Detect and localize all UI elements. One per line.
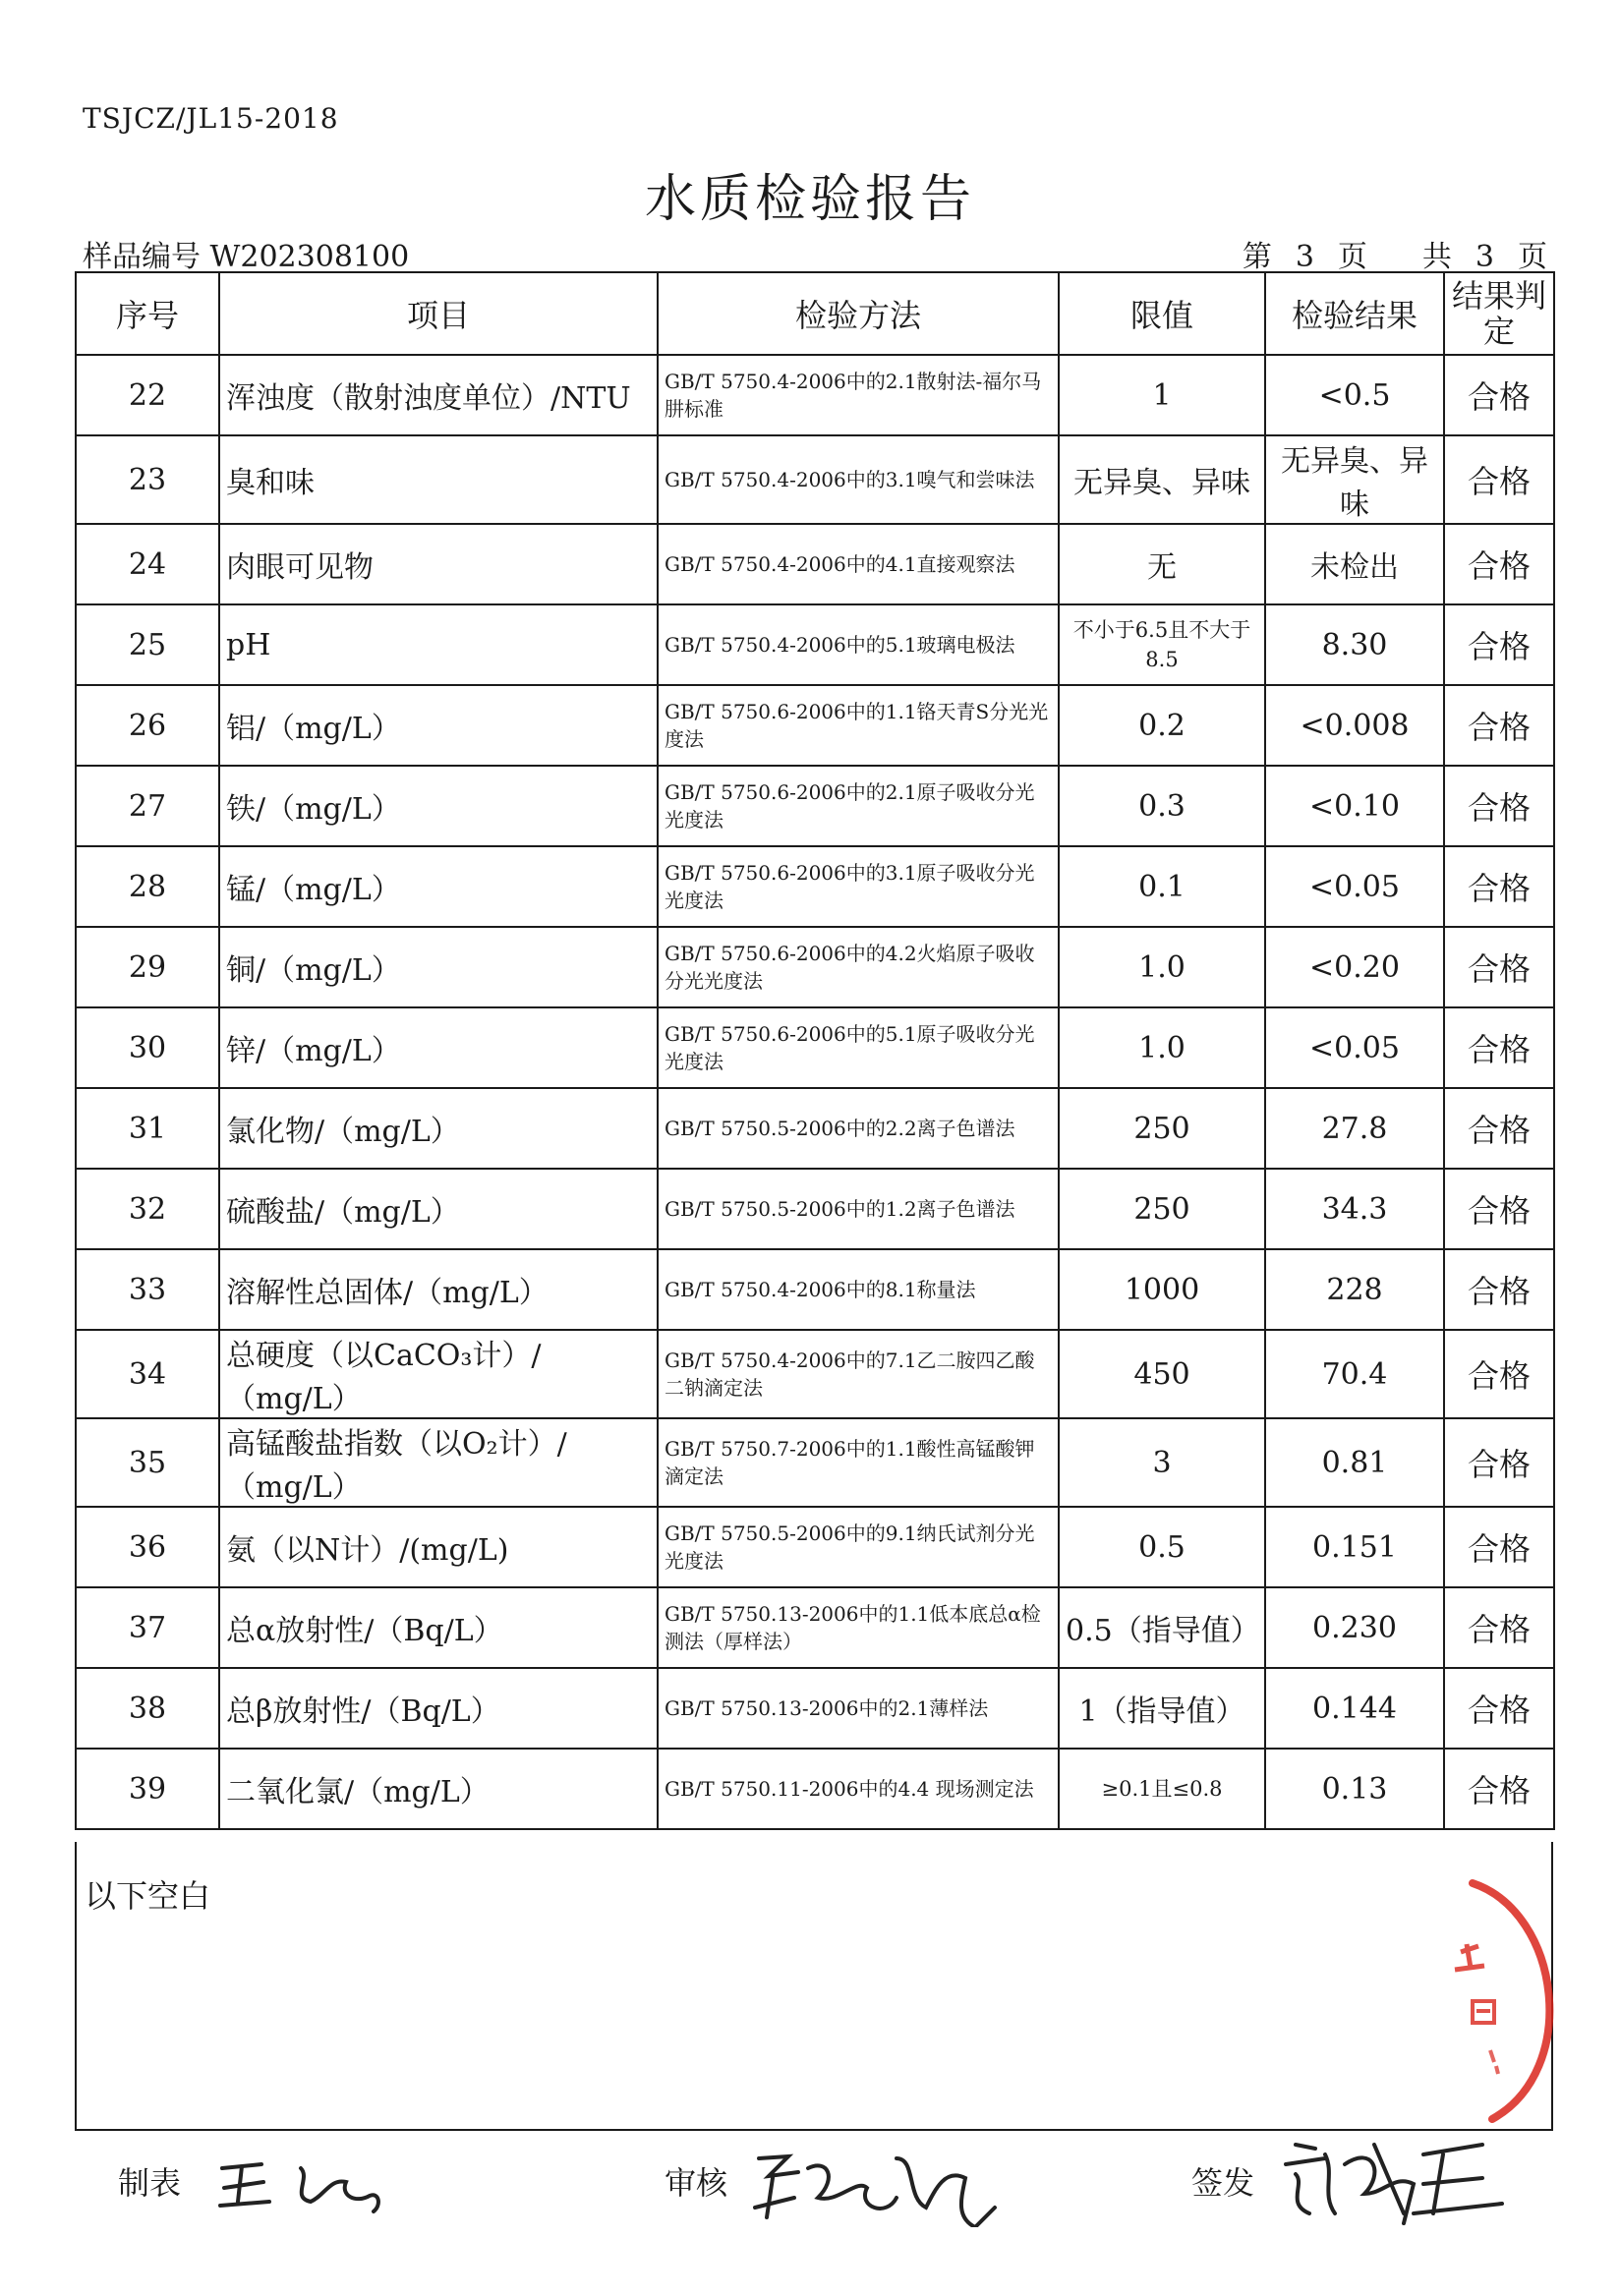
official-seal-icon (1433, 1873, 1571, 2129)
row-verdict: 合格 (1444, 1587, 1554, 1668)
row-result: 0.230 (1265, 1587, 1444, 1668)
row-number: 29 (76, 927, 219, 1007)
row-method: GB/T 5750.5-2006中的2.2离子色谱法 (658, 1088, 1059, 1169)
row-result: 0.144 (1265, 1668, 1444, 1749)
row-result: 0.81 (1265, 1418, 1444, 1507)
row-limit: 250 (1059, 1088, 1265, 1169)
issued-by (1191, 2139, 1526, 2237)
row-limit: 450 (1059, 1330, 1265, 1418)
page-label-pre: 第 (1242, 240, 1272, 274)
row-limit: ≥0.1且≤0.8 (1059, 1749, 1265, 1829)
row-result: 27.8 (1265, 1088, 1444, 1169)
table-row (76, 355, 1554, 435)
blank-area (75, 1842, 1553, 2131)
row-limit: 0.1 (1059, 846, 1265, 927)
total-pages: 3 (1475, 240, 1494, 274)
page-number: 3 (1295, 240, 1314, 274)
page-label-post: 页 (1337, 240, 1367, 274)
row-item: 硫酸盐/（mg/L） (219, 1169, 658, 1249)
row-item: pH (219, 604, 658, 685)
row-number: 30 (76, 1007, 219, 1088)
row-number: 22 (76, 355, 219, 435)
row-method: GB/T 5750.4-2006中的7.1乙二胺四乙酸二钠滴定法 (658, 1330, 1059, 1418)
header-verdict: 结果判定 (1444, 272, 1554, 355)
table-row (76, 1088, 1554, 1169)
row-number: 38 (76, 1668, 219, 1749)
row-item: 氨（以N计）/(mg/L) (219, 1507, 658, 1587)
blank-note: 以下空白 (85, 1877, 211, 1915)
row-method: GB/T 5750.6-2006中的4.2火焰原子吸收分光光度法 (658, 927, 1059, 1007)
row-limit: 0.5 (1059, 1507, 1265, 1587)
row-method: GB/T 5750.4-2006中的2.1散射法-福尔马肼标准 (658, 355, 1059, 435)
table-row (76, 1330, 1554, 1418)
row-number: 25 (76, 604, 219, 685)
row-limit: 1（指导值） (1059, 1668, 1265, 1749)
row-method: GB/T 5750.6-2006中的2.1原子吸收分光光度法 (658, 766, 1059, 846)
reviewed-by (665, 2139, 1038, 2237)
row-result: <0.05 (1265, 846, 1444, 927)
row-result: 0.13 (1265, 1749, 1444, 1829)
row-number: 26 (76, 685, 219, 766)
row-method: GB/T 5750.6-2006中的3.1原子吸收分光光度法 (658, 846, 1059, 927)
table-row (76, 1507, 1554, 1587)
row-number: 35 (76, 1418, 219, 1507)
row-result: <0.5 (1265, 355, 1444, 435)
row-limit: 250 (1059, 1169, 1265, 1249)
table-row (76, 685, 1554, 766)
row-result: <0.008 (1265, 685, 1444, 766)
table-row (76, 1749, 1554, 1829)
row-verdict: 合格 (1444, 604, 1554, 685)
row-method: GB/T 5750.6-2006中的1.1铬天青S分光光度法 (658, 685, 1059, 766)
row-number: 28 (76, 846, 219, 927)
row-verdict: 合格 (1444, 1007, 1554, 1088)
row-number: 27 (76, 766, 219, 846)
row-item: 二氧化氯/（mg/L） (219, 1749, 658, 1829)
row-verdict: 合格 (1444, 524, 1554, 604)
row-item: 臭和味 (219, 435, 658, 524)
row-method: GB/T 5750.4-2006中的5.1玻璃电极法 (658, 604, 1059, 685)
page-indicator (1243, 232, 1547, 275)
row-item: 锌/（mg/L） (219, 1007, 658, 1088)
row-limit: 0.2 (1059, 685, 1265, 766)
row-verdict: 合格 (1444, 1749, 1554, 1829)
row-verdict: 合格 (1444, 1330, 1554, 1418)
table-row (76, 927, 1554, 1007)
prepared-by (118, 2139, 413, 2237)
row-method: GB/T 5750.5-2006中的1.2离子色谱法 (658, 1169, 1059, 1249)
row-result: 228 (1265, 1249, 1444, 1330)
row-item: 锰/（mg/L） (219, 846, 658, 927)
reviewed-label: 审核 (665, 2164, 728, 2202)
table-row (76, 1249, 1554, 1330)
row-method: GB/T 5750.4-2006中的3.1嗅气和尝味法 (658, 435, 1059, 524)
row-verdict: 合格 (1444, 927, 1554, 1007)
row-verdict: 合格 (1444, 685, 1554, 766)
report-title: 水质检验报告 (644, 170, 975, 229)
table-row (76, 1668, 1554, 1749)
row-verdict: 合格 (1444, 435, 1554, 524)
row-item: 铜/（mg/L） (219, 927, 658, 1007)
prepared-signature-icon (212, 2139, 409, 2217)
row-method: GB/T 5750.7-2006中的1.1酸性高锰酸钾滴定法 (658, 1418, 1059, 1507)
row-limit: 1000 (1059, 1249, 1265, 1330)
row-limit: 不小于6.5且不大于8.5 (1059, 604, 1265, 685)
table-row (76, 1169, 1554, 1249)
table-row (76, 604, 1554, 685)
row-item: 总β放射性/（Bq/L） (219, 1668, 658, 1749)
row-limit: 3 (1059, 1418, 1265, 1507)
table-row (76, 846, 1554, 927)
results-table (75, 271, 1555, 1830)
header-method: 检验方法 (658, 272, 1059, 355)
row-result: 70.4 (1265, 1330, 1444, 1418)
issued-signature-icon (1276, 2125, 1512, 2233)
row-number: 24 (76, 524, 219, 604)
table-row (76, 766, 1554, 846)
row-limit: 0.5（指导值） (1059, 1587, 1265, 1668)
row-result: <0.20 (1265, 927, 1444, 1007)
header-limit: 限值 (1059, 272, 1265, 355)
row-item: 肉眼可见物 (219, 524, 658, 604)
prepared-label: 制表 (118, 2164, 182, 2202)
row-number: 34 (76, 1330, 219, 1418)
row-item: 总α放射性/（Bq/L） (219, 1587, 658, 1668)
row-limit: 无 (1059, 524, 1265, 604)
row-result: 无异臭、异味 (1265, 435, 1444, 524)
row-result: <0.10 (1265, 766, 1444, 846)
issued-label: 签发 (1191, 2164, 1255, 2202)
table-row (76, 1587, 1554, 1668)
row-number: 31 (76, 1088, 219, 1169)
row-method: GB/T 5750.4-2006中的4.1直接观察法 (658, 524, 1059, 604)
row-number: 23 (76, 435, 219, 524)
row-item: 铁/（mg/L） (219, 766, 658, 846)
row-result: 8.30 (1265, 604, 1444, 685)
row-item: 总硬度（以CaCO₃计）/（mg/L） (219, 1330, 658, 1418)
header-result: 检验结果 (1265, 272, 1444, 355)
row-limit: 1 (1059, 355, 1265, 435)
row-number: 32 (76, 1169, 219, 1249)
table-row (76, 1418, 1554, 1507)
row-number: 36 (76, 1507, 219, 1587)
total-label-post: 页 (1518, 240, 1547, 274)
table-row (76, 1007, 1554, 1088)
row-verdict: 合格 (1444, 846, 1554, 927)
total-label-pre: 共 (1421, 240, 1452, 274)
row-result: 未检出 (1265, 524, 1444, 604)
row-method: GB/T 5750.13-2006中的1.1低本底总α检测法（厚样法） (658, 1587, 1059, 1668)
row-verdict: 合格 (1444, 355, 1554, 435)
row-verdict: 合格 (1444, 1668, 1554, 1749)
row-limit: 无异臭、异味 (1059, 435, 1265, 524)
row-verdict: 合格 (1444, 1088, 1554, 1169)
sample-number-label: 样品编号 (83, 240, 201, 274)
table-row (76, 435, 1554, 524)
row-method: GB/T 5750.6-2006中的5.1原子吸收分光光度法 (658, 1007, 1059, 1088)
row-number: 33 (76, 1249, 219, 1330)
header-item: 项目 (219, 272, 658, 355)
row-item: 氯化物/（mg/L） (219, 1088, 658, 1169)
row-item: 浑浊度（散射浊度单位）/NTU (219, 355, 658, 435)
row-verdict: 合格 (1444, 1169, 1554, 1249)
row-result: <0.05 (1265, 1007, 1444, 1088)
row-number: 37 (76, 1587, 219, 1668)
row-verdict: 合格 (1444, 1507, 1554, 1587)
row-method: GB/T 5750.13-2006中的2.1薄样法 (658, 1668, 1059, 1749)
table-header-row (76, 272, 1554, 355)
header-no: 序号 (76, 272, 219, 355)
row-item: 高锰酸盐指数（以O₂计）/（mg/L） (219, 1418, 658, 1507)
row-limit: 1.0 (1059, 927, 1265, 1007)
row-verdict: 合格 (1444, 1249, 1554, 1330)
meta-row (83, 232, 1547, 274)
row-verdict: 合格 (1444, 1418, 1554, 1507)
row-method: GB/T 5750.11-2006中的4.4 现场测定法 (658, 1749, 1059, 1829)
row-item: 铝/（mg/L） (219, 685, 658, 766)
sample-number-value: W202308100 (209, 240, 410, 274)
document-code: TSJCZ/JL15-2018 (83, 102, 339, 135)
row-number: 39 (76, 1749, 219, 1829)
sample-number (83, 232, 409, 275)
signature-row (0, 2139, 1620, 2237)
row-item: 溶解性总固体/（mg/L） (219, 1249, 658, 1330)
table-row (76, 524, 1554, 604)
reviewed-signature-icon (749, 2139, 1024, 2227)
row-verdict: 合格 (1444, 766, 1554, 846)
row-result: 34.3 (1265, 1169, 1444, 1249)
row-limit: 1.0 (1059, 1007, 1265, 1088)
row-method: GB/T 5750.5-2006中的9.1纳氏试剂分光光度法 (658, 1507, 1059, 1587)
row-result: 0.151 (1265, 1507, 1444, 1587)
row-method: GB/T 5750.4-2006中的8.1称量法 (658, 1249, 1059, 1330)
row-limit: 0.3 (1059, 766, 1265, 846)
